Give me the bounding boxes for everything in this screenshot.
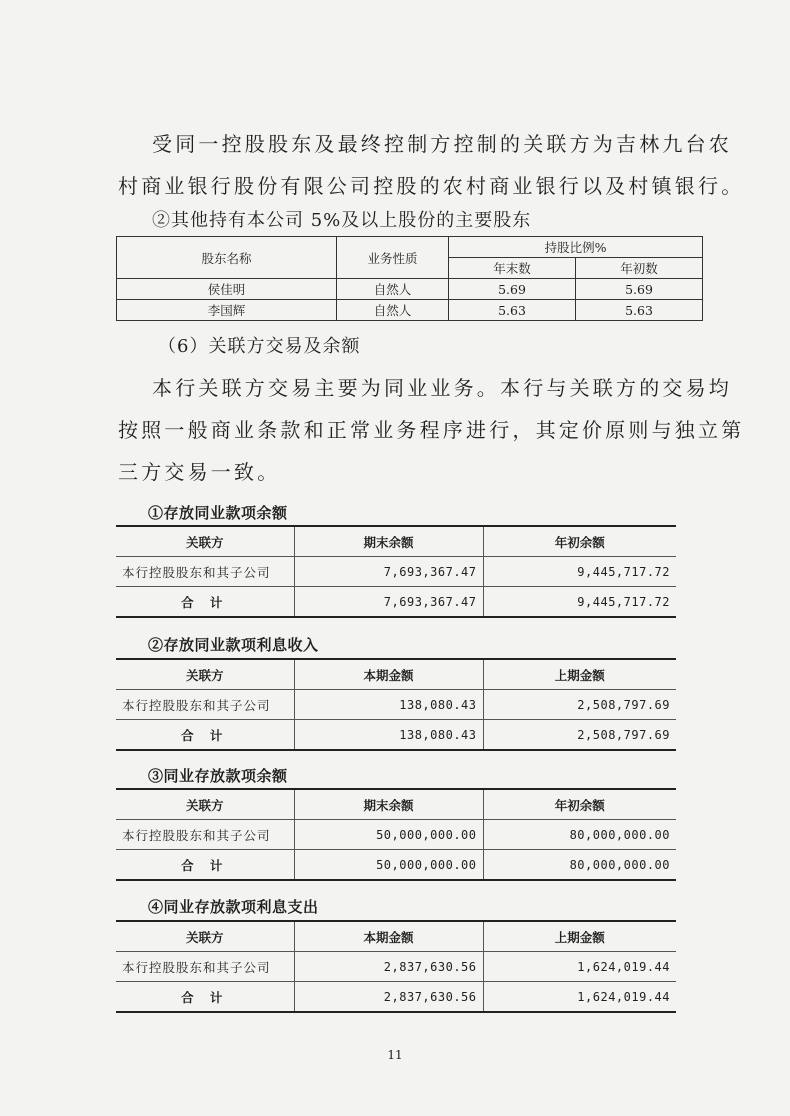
- total-current: 2,837,630.56: [294, 982, 483, 1013]
- col-header-period: 期末余额: [294, 526, 483, 557]
- interbank-deposits-interest-income-table: [116, 658, 676, 751]
- col-header-period: 本期金额: [294, 921, 483, 952]
- total-prior: 2,508,797.69: [483, 720, 676, 751]
- col-header-year-end: 年末数: [449, 258, 576, 279]
- col-header-party: 关联方: [116, 789, 294, 820]
- intro-line-2: 村商业银行股份有限公司控股的农村商业银行以及村镇银行。: [118, 174, 745, 198]
- amount-current: 2,837,630.56: [294, 952, 483, 982]
- total-row: [116, 720, 676, 751]
- ratio-end: 5.63: [449, 300, 576, 321]
- interbank-placements-balance-table: [116, 788, 676, 881]
- section-6-line-1: 本行关联方交易主要为同业业务。本行与关联方的交易均: [152, 376, 732, 400]
- shareholder-type: 自然人: [337, 300, 449, 321]
- col-header-prior: 上期金额: [483, 659, 676, 690]
- party-name: 本行控股股东和其子公司: [116, 557, 294, 587]
- col-header-prior: 上期金额: [483, 921, 676, 952]
- table-row: [116, 820, 676, 850]
- amount-prior: 9,445,717.72: [483, 557, 676, 587]
- section-6-heading: （6）关联方交易及余额: [158, 336, 361, 357]
- table-row: [116, 690, 676, 720]
- table-2-title: ②存放同业款项利息收入: [148, 636, 319, 654]
- ratio-end: 5.69: [449, 279, 576, 300]
- total-row: [116, 587, 676, 618]
- table-3-title: ③同业存放款项余额: [148, 767, 288, 785]
- col-header-year-begin: 年初数: [576, 258, 703, 279]
- amount-current: 7,693,367.47: [294, 557, 483, 587]
- party-name: 本行控股股东和其子公司: [116, 952, 294, 982]
- amount-current: 50,000,000.00: [294, 820, 483, 850]
- col-header-party: 关联方: [116, 526, 294, 557]
- total-label: 合 计: [116, 850, 294, 881]
- col-header-period: 本期金额: [294, 659, 483, 690]
- total-prior: 1,624,019.44: [483, 982, 676, 1013]
- page-number: 11: [387, 1048, 403, 1062]
- amount-prior: 2,508,797.69: [483, 690, 676, 720]
- col-header-period: 期末余额: [294, 789, 483, 820]
- table-1-title: ①存放同业款项余额: [148, 504, 288, 522]
- shareholders-table: [116, 236, 703, 321]
- table-row: [117, 300, 703, 321]
- total-label: 合 计: [116, 720, 294, 751]
- shareholders-heading: ②其他持有本公司 5%及以上股份的主要股东: [152, 210, 532, 231]
- table-row: [117, 279, 703, 300]
- interbank-placements-interest-expense-table: [116, 920, 676, 1013]
- section-6-line-3: 三方交易一致。: [118, 460, 281, 484]
- party-name: 本行控股股东和其子公司: [116, 820, 294, 850]
- total-prior: 80,000,000.00: [483, 850, 676, 881]
- ratio-begin: 5.69: [576, 279, 703, 300]
- col-header-name: 股东名称: [117, 237, 337, 279]
- shareholder-name: 侯佳明: [117, 279, 337, 300]
- total-row: [116, 850, 676, 881]
- total-current: 50,000,000.00: [294, 850, 483, 881]
- col-header-party: 关联方: [116, 921, 294, 952]
- col-header-type: 业务性质: [337, 237, 449, 279]
- shareholder-type: 自然人: [337, 279, 449, 300]
- intro-line-1: 受同一控股股东及最终控制方控制的关联方为吉林九台农: [152, 132, 732, 156]
- party-name: 本行控股股东和其子公司: [116, 690, 294, 720]
- amount-prior: 1,624,019.44: [483, 952, 676, 982]
- interbank-deposits-balance-table: [116, 525, 676, 618]
- col-header-prior: 年初余额: [483, 789, 676, 820]
- table-row: [116, 952, 676, 982]
- table-row: [116, 557, 676, 587]
- total-label: 合 计: [116, 587, 294, 618]
- total-current: 138,080.43: [294, 720, 483, 751]
- amount-current: 138,080.43: [294, 690, 483, 720]
- total-label: 合 计: [116, 982, 294, 1013]
- section-6-line-2: 按照一般商业条款和正常业务程序进行，其定价原则与独立第: [118, 418, 745, 442]
- col-header-party: 关联方: [116, 659, 294, 690]
- total-current: 7,693,367.47: [294, 587, 483, 618]
- col-header-ratio: 持股比例%: [449, 237, 703, 258]
- total-row: [116, 982, 676, 1013]
- table-4-title: ④同业存放款项利息支出: [148, 898, 319, 916]
- ratio-begin: 5.63: [576, 300, 703, 321]
- shareholder-name: 李国辉: [117, 300, 337, 321]
- amount-prior: 80,000,000.00: [483, 820, 676, 850]
- col-header-prior: 年初余额: [483, 526, 676, 557]
- total-prior: 9,445,717.72: [483, 587, 676, 618]
